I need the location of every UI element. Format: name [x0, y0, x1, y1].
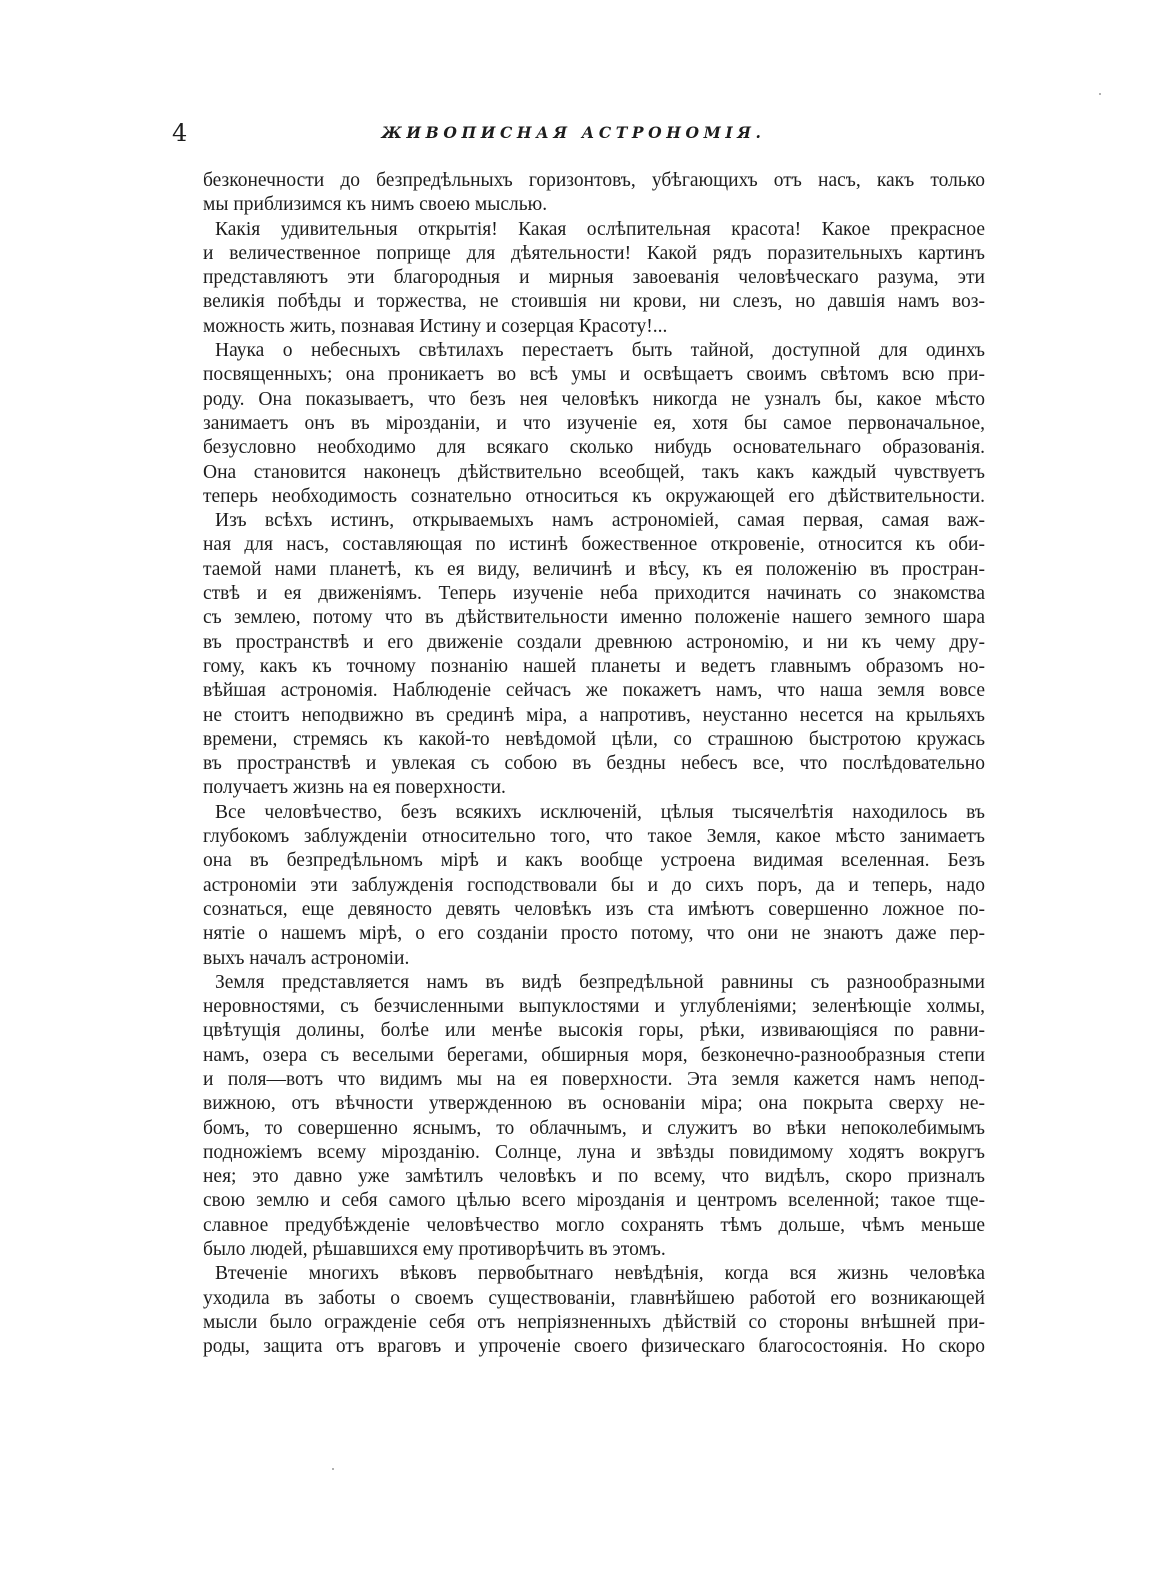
text-line: Изъ всѣхъ истинъ, открываемыхъ намъ астрономіей, самая первая, самая важ- — [215, 510, 985, 532]
text-line: подножіемъ всему мірозданію. Солнце, луна и звѣзды повидимому ходятъ вокругъ — [203, 1141, 985, 1163]
text-line: Наука о небесныхъ свѣтилахъ перестаетъ быть тайной, доступной для одинхъ — [215, 340, 985, 362]
text-line: безконечности до безпредѣльныхъ горизонтовъ, убѣгающихъ отъ насъ, какъ только — [203, 170, 985, 191]
text-line: и величественное поприще для дѣятельности! Какой рядъ поразительныхъ картинъ — [203, 242, 985, 264]
text-line: она въ безпредѣльномъ мірѣ и какъ вообще устроена видимая вселенная. Безъ — [203, 850, 985, 872]
page-number: 4 — [172, 119, 188, 147]
text-line: представляютъ эти благородныя и мирныя завоеванія человѣческаго разума, эти — [203, 267, 985, 289]
text-line: нятіе о нашемъ мірѣ, о его созданіи просто потому, что они не знаютъ даже пер- — [203, 923, 985, 945]
text-line: времени, стремясь къ какой-то невѣдомой цѣли, со страшною быстротою кружась — [203, 728, 985, 750]
scan-speck — [1099, 93, 1101, 95]
text-line: и поля—вотъ что видимъ мы на ея поверхности. Эта земля кажется намъ непод- — [203, 1068, 985, 1090]
text-line: свою землю и себя самого цѣлью всего мірозданія и центромъ вселенной; такое тще- — [203, 1190, 985, 1212]
text-line: Она становится наконецъ дѣйствительно всеобщей, такъ какъ каждый чувствуетъ — [203, 461, 985, 483]
text-line: съ землею, потому что въ дѣйствительности именно положеніе нашего земного шара — [203, 607, 985, 629]
text-line: мы приблизимся къ нимъ своею мыслью. — [203, 194, 548, 216]
running-title: ЖИВОПИСНАЯ АСТРОНОМІЯ. — [381, 123, 766, 142]
text-line: было людей, рѣшавшихся ему противорѣчить въ этомъ. — [203, 1239, 666, 1261]
text-line: выхъ началъ астрономіи. — [203, 947, 410, 969]
text-line: нея; это давно уже замѣтилъ человѣкъ и по всему, что видѣлъ, скоро призналъ — [203, 1166, 985, 1188]
text-line: роды, защита отъ враговъ и упроченіе своего физическаго благосостоянія. Но скоро — [203, 1336, 985, 1358]
text-line: Земля представляется намъ въ видѣ безпредѣльной равнины съ разнообразными — [215, 971, 985, 993]
text-line: вижною, отъ вѣчности утвержденною въ основаніи міра; она покрыта сверху не- — [203, 1093, 985, 1115]
text-line: безусловно необходимо для всякаго сколько нибудь основательнаго образованія. — [203, 437, 985, 459]
text-line: славное предубѣжденіе человѣчество могло сохранять тѣмъ дольше, чѣмъ меньше — [203, 1214, 985, 1236]
text-line: вѣйшая астрономія. Наблюденіе сейчасъ же покажетъ намъ, что наша земля вовсе — [203, 680, 985, 702]
text-line: Все человѣчество, безъ всякихъ исключеній, цѣлыя тысячелѣтія находилось въ — [215, 801, 985, 823]
text-line: намъ, озера съ веселыми берегами, обширныя моря, безконечно-разнообразныя степи — [203, 1044, 985, 1066]
text-line: глубокомъ заблужденіи относительно того, что такое Земля, какое мѣсто занимаетъ — [203, 826, 985, 848]
text-line: Какія удивительныя открытія! Какая ослѣпительная красота! Какое прекрасное — [215, 218, 985, 240]
text-body — [203, 169, 985, 1360]
running-header — [172, 118, 975, 148]
text-line: астрономіи эти заблужденія господствовали бы и до сихъ поръ, да и теперь, надо — [203, 874, 985, 896]
text-line: цвѣтущія долины, болѣе или менѣе высокія горы, рѣки, извивающіяся по равни- — [203, 1020, 985, 1042]
text-line: роду. Она показываетъ, что безъ нея человѣкъ никогда не узналъ бы, какое мѣсто — [203, 388, 985, 410]
text-line: гому, какъ къ точному познанію нашей планеты и ведетъ главнымъ образомъ но- — [203, 655, 985, 677]
text-line: неровностями, съ безчисленными выпуклостями и углубленіями; зеленѣющіе холмы, — [203, 996, 985, 1018]
text-line: великія побѣды и торжества, не стоившія ни крови, ни слезъ, но давшія намъ воз- — [203, 291, 985, 313]
text-line: можность жить, познавая Истину и созерцая Красоту!... — [203, 315, 668, 337]
text-line: уходила въ заботы о своемъ существованіи, главнѣйшею работой его возникающей — [203, 1287, 985, 1309]
text-line: занимаетъ онъ въ мірозданіи, и что изученіе ея, хотя бы самое первоначальное, — [203, 412, 985, 434]
text-line: не стоитъ неподвижно въ срединѣ міра, а напротивъ, неустанно несется на крыльяхъ — [203, 704, 985, 726]
text-line: Втеченіе многихъ вѣковъ первобытнаго невѣдѣнія, когда вся жизнь человѣка — [215, 1263, 985, 1285]
text-line: бомъ, то совершенно яснымъ, то облачнымъ, и служитъ во вѣки непоколебимымъ — [203, 1117, 985, 1139]
scan-speck — [332, 1468, 334, 1470]
text-line: мысли было огражденіе себя отъ непріязненныхъ дѣйствій со стороны внѣшней при- — [203, 1311, 985, 1333]
text-line: въ пространствѣ и увлекая съ собою въ бездны небесъ все, что послѣдовательно — [203, 753, 985, 775]
text-line: ствѣ и ея движеніямъ. Теперь изученіе неба приходится начинать со знакомства — [203, 583, 985, 605]
text-line: ная для насъ, составляющая по истинѣ божественное откровеніе, относится къ оби- — [203, 534, 985, 556]
text-line: въ пространствѣ и его движеніе создали древнюю астрономію, и ни къ чему дру- — [203, 631, 985, 653]
text-line: получаетъ жизнь на ея поверхности. — [203, 777, 506, 799]
text-line: сознаться, еще девяносто девять человѣкъ изъ ста имѣютъ совершенно ложное по- — [203, 898, 985, 920]
text-line: теперь необходимость сознательно относиться къ окружающей его дѣйствительности. — [203, 485, 985, 507]
text-line: таемой нами планетѣ, къ ея виду, величинѣ и вѣсу, къ ея положенію въ простран- — [203, 558, 985, 580]
text-line: посвященныхъ; она проникаетъ во всѣ умы и освѣщаетъ своимъ свѣтомъ всю при- — [203, 364, 985, 386]
